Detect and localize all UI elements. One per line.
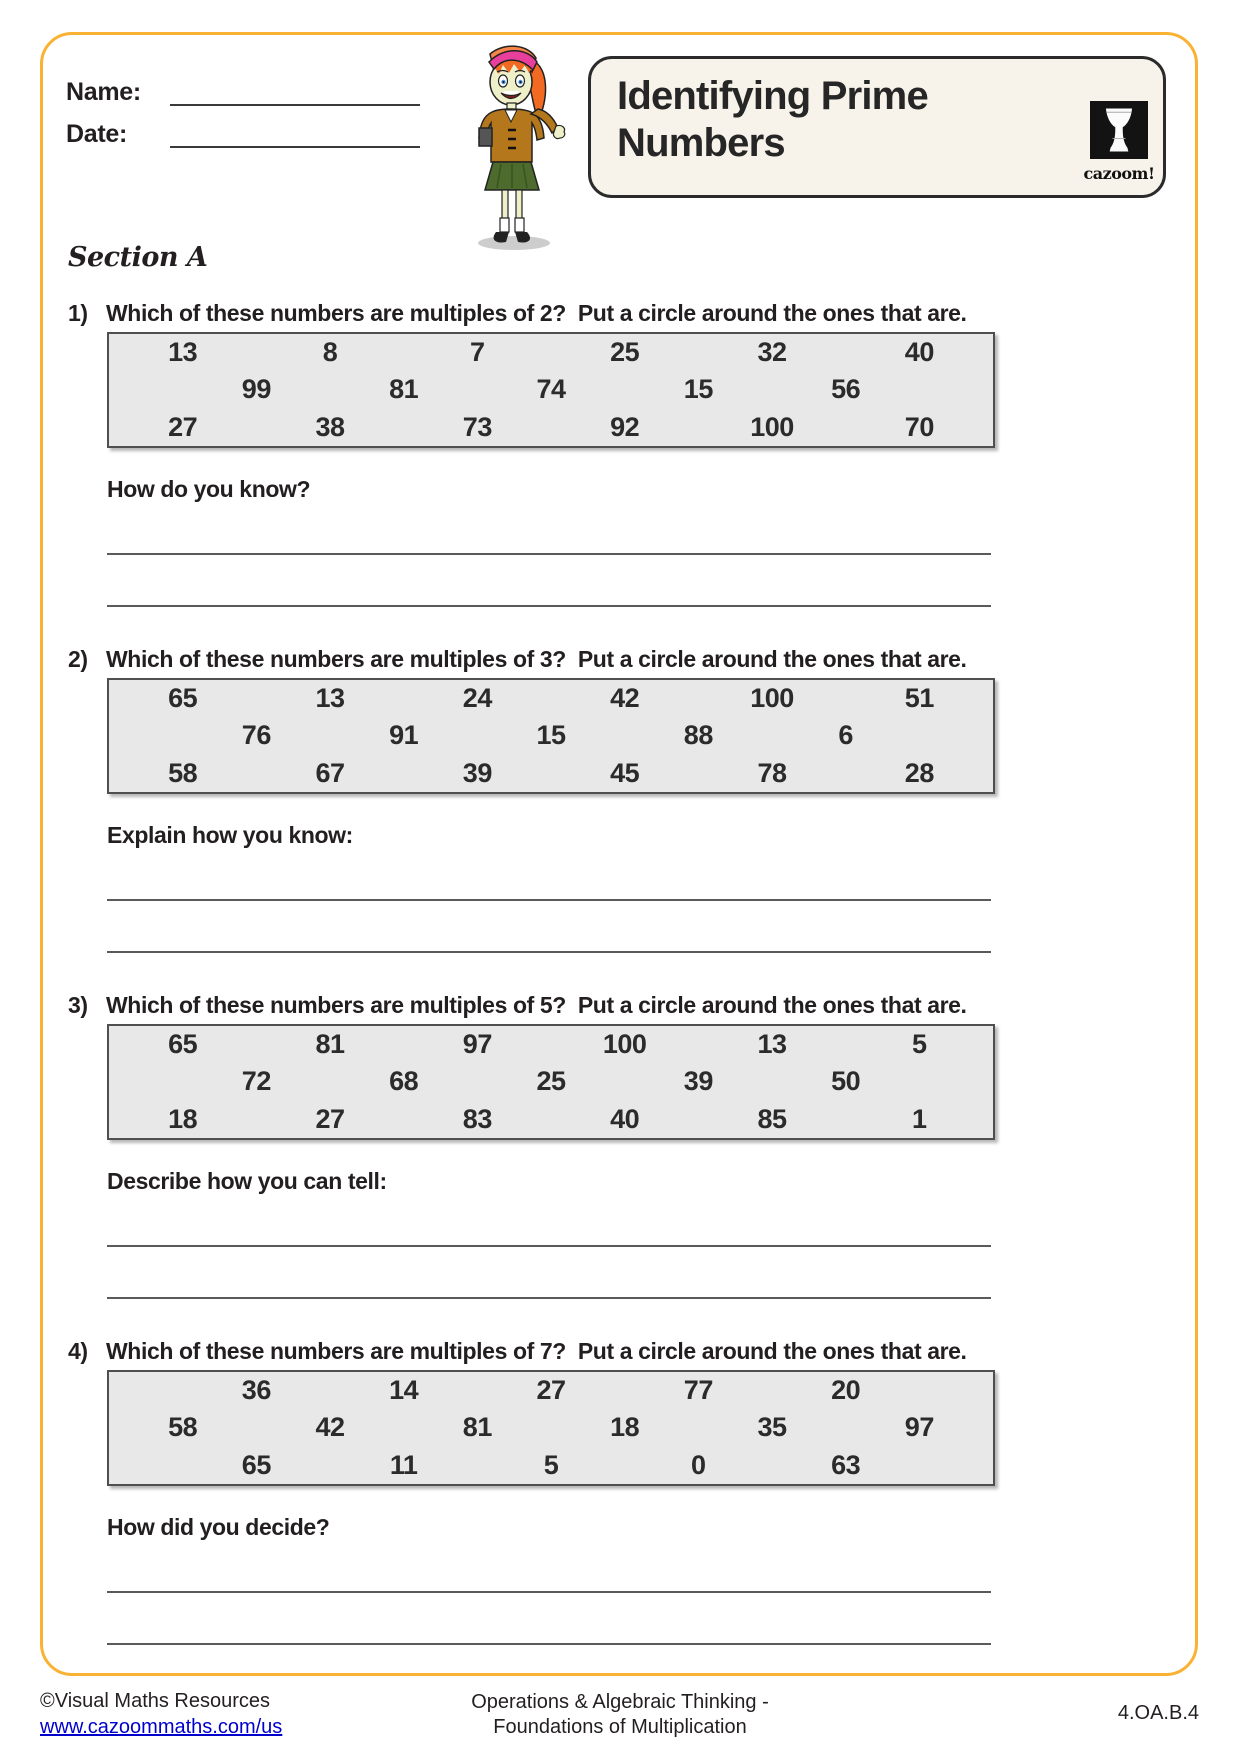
grid-number: 0 bbox=[691, 1449, 706, 1480]
grid-number: 6 bbox=[838, 720, 853, 751]
question-number: 4) bbox=[68, 1338, 88, 1364]
grid-number: 27 bbox=[536, 1375, 566, 1406]
grid-number: 13 bbox=[315, 683, 345, 714]
number-grid-3 bbox=[107, 1024, 995, 1140]
title-line-2: Numbers bbox=[617, 121, 785, 166]
grid-number: 72 bbox=[241, 1066, 271, 1097]
followup-question: Describe how you can tell: bbox=[107, 1168, 387, 1194]
grid-number: 20 bbox=[831, 1375, 861, 1406]
grid-number: 58 bbox=[168, 757, 198, 788]
grid-number: 25 bbox=[536, 1066, 566, 1097]
grid-number: 42 bbox=[610, 683, 640, 714]
grid-number: 74 bbox=[536, 374, 566, 405]
grid-number: 1 bbox=[912, 1103, 927, 1134]
followup-question: How do you know? bbox=[107, 476, 311, 502]
grid-number: 97 bbox=[462, 1029, 492, 1060]
grid-number: 5 bbox=[543, 1449, 559, 1480]
strand-line-2: Foundations of Multiplication bbox=[493, 1716, 747, 1738]
grid-number: 70 bbox=[904, 411, 934, 442]
question-prompt: Which of these numbers are multiples of 7? Put a circle around the ones that are. bbox=[106, 1338, 967, 1364]
grid-number: 85 bbox=[757, 1103, 787, 1134]
cazoom-website-link[interactable]: www.cazoommaths.com/us bbox=[40, 1716, 283, 1738]
grid-number: 81 bbox=[389, 374, 419, 405]
answer-line[interactable] bbox=[107, 1297, 991, 1299]
schoolgirl-mascot-image bbox=[452, 40, 574, 254]
grid-number: 18 bbox=[610, 1412, 640, 1443]
number-grid-1 bbox=[107, 332, 995, 448]
grid-number: 32 bbox=[757, 337, 787, 368]
grid-number: 8 bbox=[322, 337, 338, 368]
question-block-4 bbox=[68, 1338, 996, 1653]
grid-number: 65 bbox=[241, 1449, 271, 1480]
question-block-2 bbox=[68, 646, 996, 961]
grid-number: 65 bbox=[168, 1029, 198, 1060]
footer-credits bbox=[40, 1688, 282, 1740]
grid-number: 58 bbox=[168, 1412, 198, 1443]
strand-line-1: Operations & Algebraic Thinking - bbox=[471, 1691, 769, 1713]
number-grid-2 bbox=[107, 678, 995, 794]
grid-number: 67 bbox=[315, 757, 345, 788]
grid-number: 100 bbox=[602, 1029, 647, 1060]
footer-standard-strand bbox=[340, 1690, 900, 1740]
grid-number: 38 bbox=[315, 411, 345, 442]
grid-number: 40 bbox=[610, 1103, 640, 1134]
grid-number: 68 bbox=[389, 1066, 419, 1097]
grid-number: 77 bbox=[683, 1375, 713, 1406]
grid-number: 81 bbox=[315, 1029, 345, 1060]
cazoom-logo bbox=[1083, 101, 1155, 183]
grid-number: 5 bbox=[912, 1029, 927, 1060]
grid-number: 14 bbox=[389, 1375, 419, 1406]
grid-number: 73 bbox=[462, 411, 492, 442]
cazoom-drum-icon bbox=[1090, 101, 1148, 159]
grid-number: 39 bbox=[462, 757, 492, 788]
question-prompt: Which of these numbers are multiples of 5? Put a circle around the ones that are. bbox=[106, 992, 967, 1018]
grid-number: 92 bbox=[610, 411, 640, 442]
grid-number: 78 bbox=[757, 757, 787, 788]
answer-line[interactable] bbox=[107, 553, 991, 555]
followup-question: Explain how you know: bbox=[107, 822, 353, 848]
grid-number: 11 bbox=[389, 1449, 418, 1480]
answer-line[interactable] bbox=[107, 605, 991, 607]
section-heading: Section A bbox=[68, 242, 208, 273]
grid-number: 91 bbox=[389, 720, 419, 751]
grid-number: 100 bbox=[750, 411, 794, 442]
grid-number: 51 bbox=[904, 683, 934, 714]
grid-number: 42 bbox=[315, 1412, 345, 1443]
grid-number: 65 bbox=[168, 683, 198, 714]
grid-number: 7 bbox=[470, 337, 485, 368]
grid-number: 28 bbox=[904, 757, 934, 788]
followup-question: How did you decide? bbox=[107, 1514, 330, 1540]
grid-number: 27 bbox=[168, 411, 198, 442]
question-number: 3) bbox=[68, 992, 88, 1018]
grid-number: 81 bbox=[462, 1412, 492, 1443]
grid-number: 15 bbox=[683, 374, 713, 405]
answer-line[interactable] bbox=[107, 1643, 991, 1645]
grid-number: 18 bbox=[168, 1103, 198, 1134]
grid-number: 45 bbox=[610, 757, 640, 788]
grid-number: 39 bbox=[683, 1066, 713, 1097]
grid-number: 100 bbox=[750, 683, 794, 714]
grid-number: 56 bbox=[831, 374, 861, 405]
grid-number: 15 bbox=[536, 720, 566, 751]
grid-number: 83 bbox=[462, 1103, 492, 1134]
question-number: 2) bbox=[68, 646, 88, 672]
question-prompt: Which of these numbers are multiples of 3? Put a circle around the ones that are. bbox=[106, 646, 967, 672]
question-prompt: Which of these numbers are multiples of 2? Put a circle around the ones that are. bbox=[106, 300, 967, 326]
question-block-3 bbox=[68, 992, 996, 1307]
grid-number: 24 bbox=[462, 683, 492, 714]
grid-number: 76 bbox=[241, 720, 271, 751]
grid-number: 50 bbox=[831, 1066, 861, 1097]
grid-number: 35 bbox=[757, 1412, 787, 1443]
date-input-line[interactable] bbox=[170, 146, 420, 148]
title-line-1: Identifying Prime bbox=[617, 74, 928, 118]
answer-line[interactable] bbox=[107, 899, 991, 901]
worksheet-title-box bbox=[588, 56, 1166, 198]
grid-number: 63 bbox=[831, 1449, 861, 1480]
grid-number: 13 bbox=[168, 337, 198, 368]
grid-number: 97 bbox=[904, 1412, 934, 1443]
grid-number: 13 bbox=[757, 1029, 787, 1060]
cazoom-logo-text: cazoom! bbox=[1083, 164, 1155, 183]
copyright-text: ©Visual Maths Resources bbox=[40, 1690, 271, 1712]
question-block-1 bbox=[68, 300, 996, 615]
name-label: Name: bbox=[66, 78, 141, 106]
date-label: Date: bbox=[66, 120, 128, 148]
grid-number: 40 bbox=[904, 337, 934, 368]
worksheet-title bbox=[617, 73, 928, 167]
answer-line[interactable] bbox=[107, 1245, 991, 1247]
grid-number: 25 bbox=[610, 337, 640, 368]
grid-number: 99 bbox=[241, 374, 271, 405]
name-input-line[interactable] bbox=[170, 104, 420, 106]
grid-number: 27 bbox=[315, 1103, 345, 1134]
grid-number: 36 bbox=[241, 1375, 271, 1406]
answer-line[interactable] bbox=[107, 951, 991, 953]
question-number: 1) bbox=[68, 300, 88, 326]
grid-number: 88 bbox=[683, 720, 713, 751]
number-grid-4 bbox=[107, 1370, 995, 1486]
standard-code: 4.OA.B.4 bbox=[1117, 1702, 1199, 1724]
answer-line[interactable] bbox=[107, 1591, 991, 1593]
